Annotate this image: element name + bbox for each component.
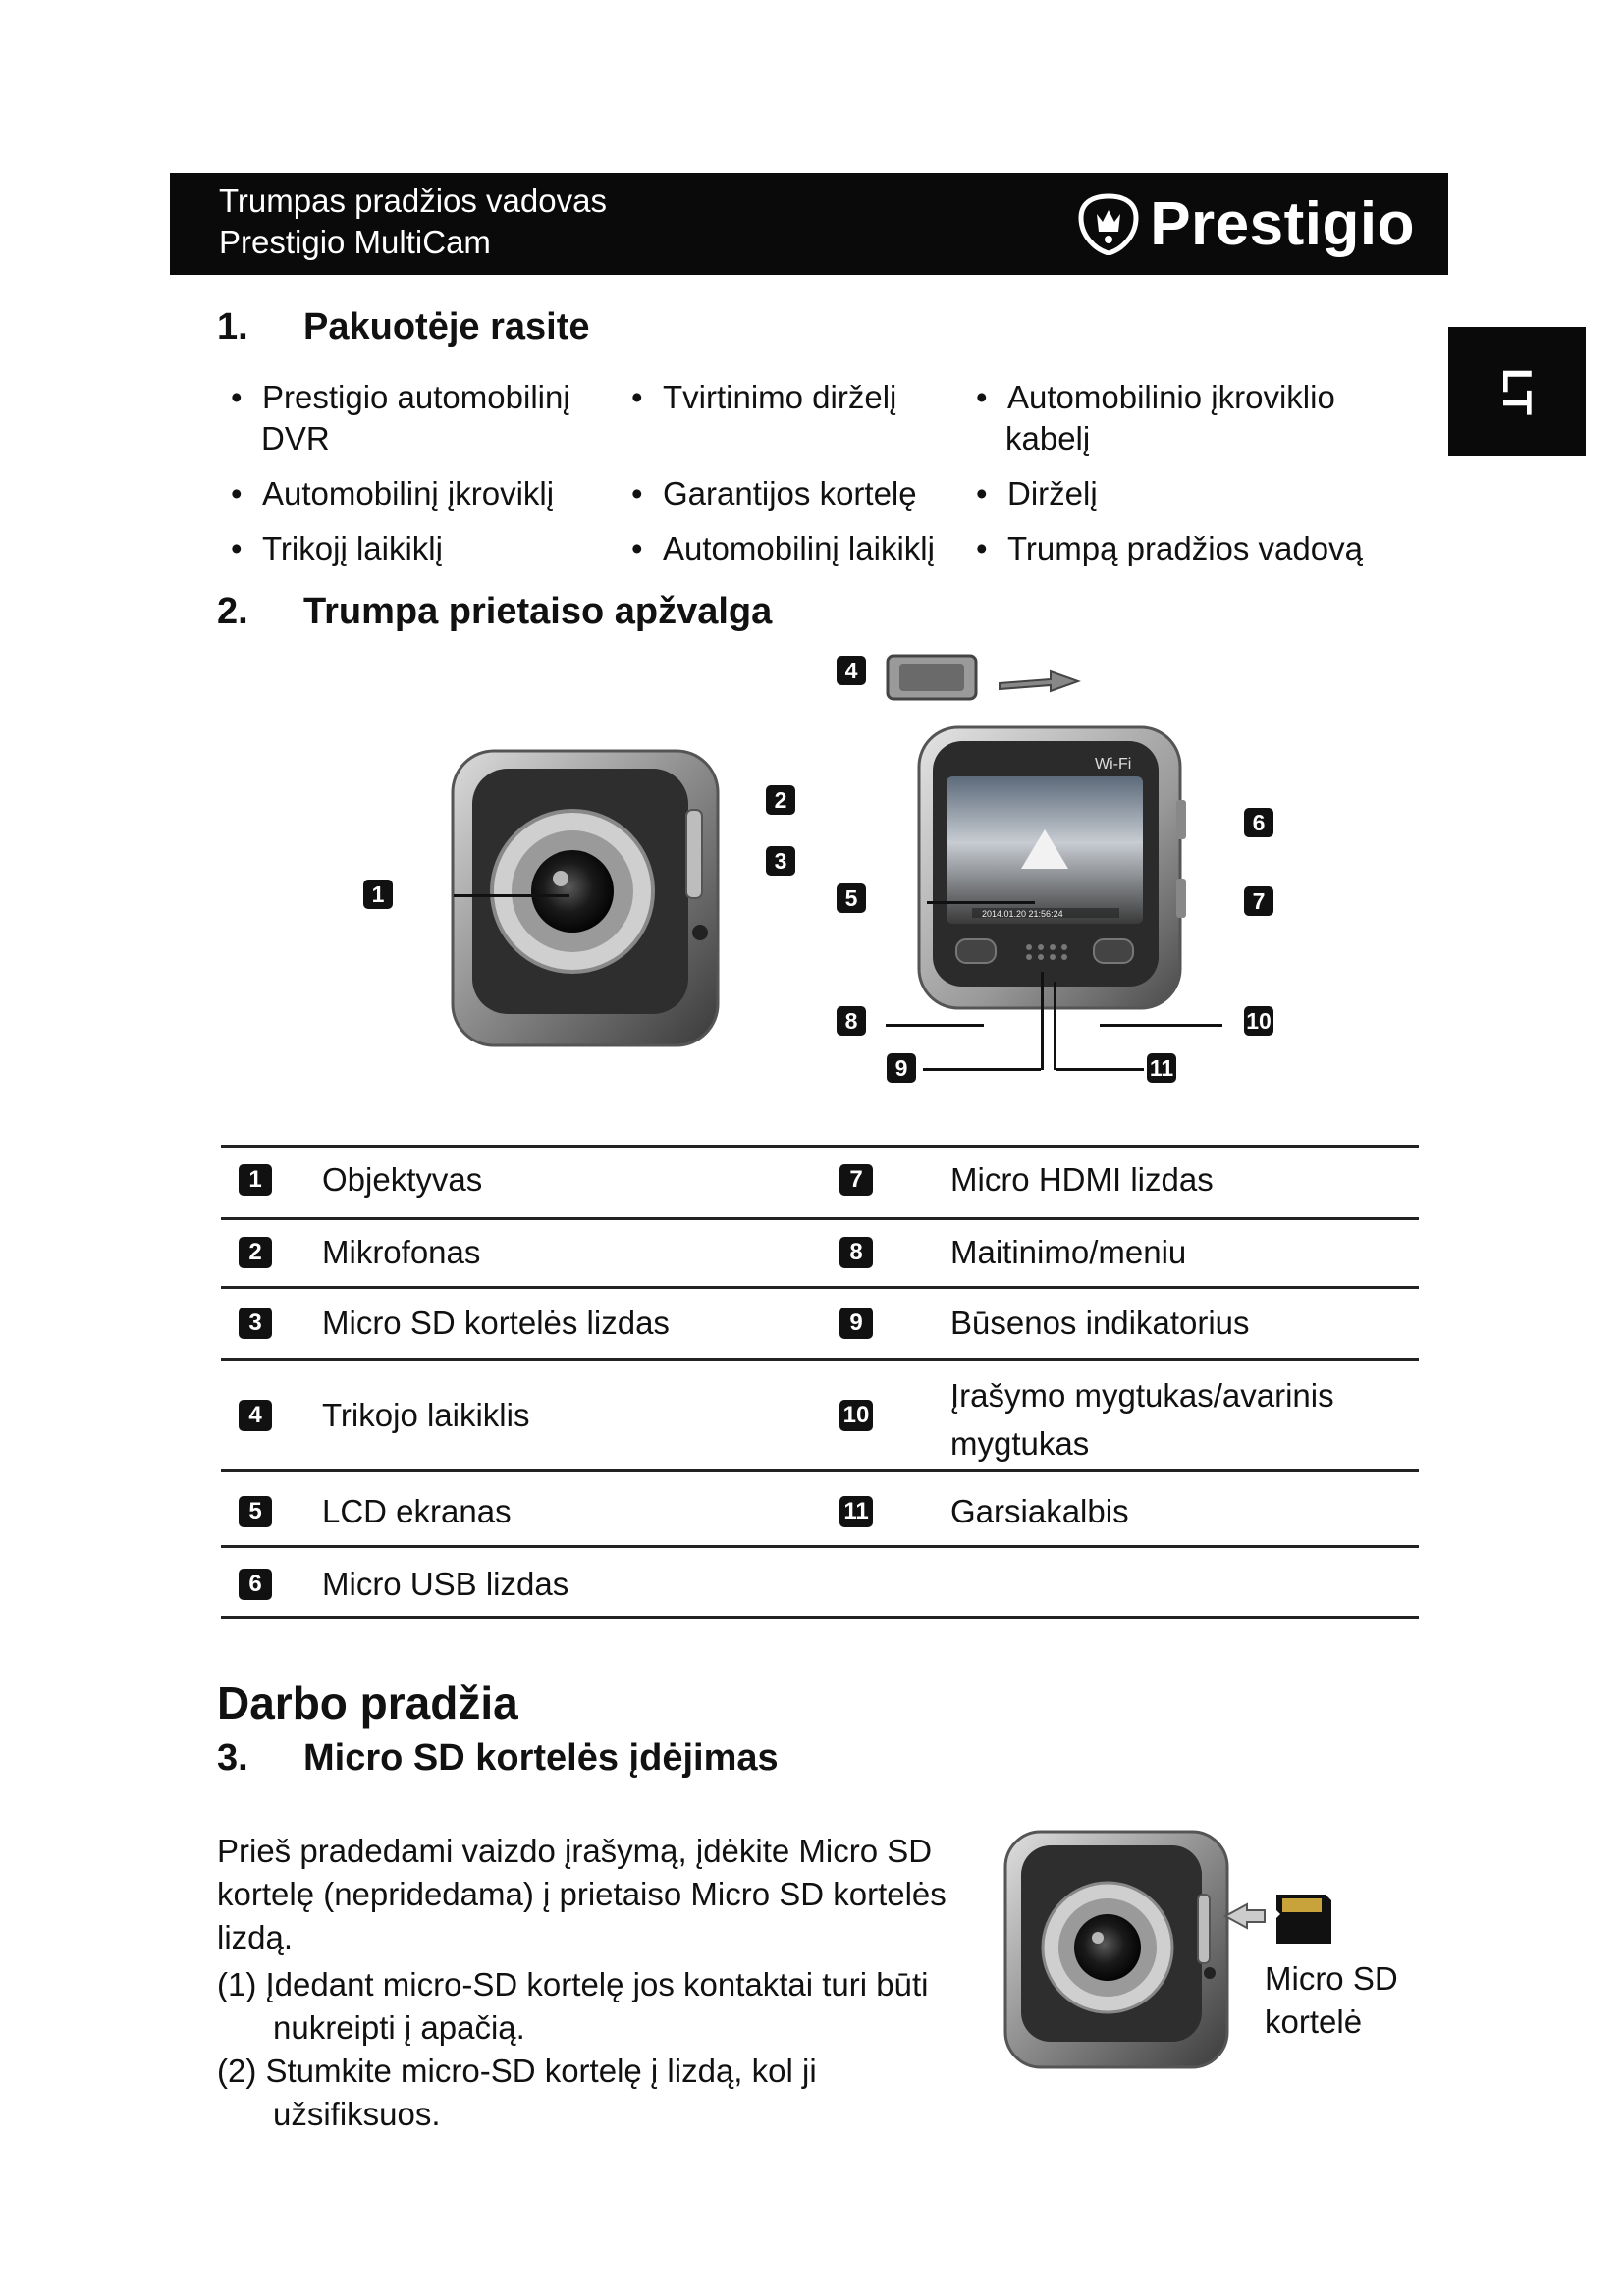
table-row-label: Micro SD kortelės lizdas [322,1305,670,1341]
callout-1: 1 [363,880,393,909]
section-1-heading [217,306,589,348]
list-item-text: Dirželį [1007,475,1098,511]
table-rule [221,1145,1419,1148]
table-row-label: Maitinimo/meniu [950,1234,1187,1270]
step-line-continuation: nukreipti į apačią. [273,2009,525,2046]
paragraph-line: Prieš pradedami vaizdo įrašymą, įdėkite Micro SD [217,1833,933,1869]
table-row-label: Micro HDMI lizdas [950,1161,1214,1198]
table-row-number: 7 [839,1164,873,1196]
table-rule [221,1286,1419,1289]
table-row-number: 3 [239,1308,272,1339]
section-2-title: Trumpa prietaiso apžvalga [303,591,773,632]
camera-rear-illustration [913,721,1198,1016]
header-bar [170,173,1448,275]
step-line: (2) Stumkite micro-SD kortelę į lizdą, kol ji [217,2053,817,2089]
sd-card-label: kortelė [1265,2003,1363,2040]
table-row-number: 5 [239,1496,272,1527]
step-line: (1) Įdedant micro-SD kortelę jos kontaktai turi būti [217,1966,929,2002]
section-1-title: Pakuotėje rasite [303,306,590,347]
callout-9: 9 [887,1053,916,1083]
prestigio-crest-icon [1077,192,1140,255]
section-2-heading [217,591,772,633]
list-item-text: Automobilinį įkroviklį [262,475,555,511]
list-item-text: Garantijos kortelę [663,475,917,511]
list-item-text: Prestigio automobilinį [262,379,570,415]
table-row-label: Įrašymo mygtukas/avarinis [950,1377,1334,1414]
logo-text: Prestigio [1150,189,1415,258]
callout-6: 6 [1244,808,1273,837]
table-row-label: Trikojo laikiklis [322,1397,530,1433]
callout-2: 2 [766,785,795,815]
table-row-label: Micro USB lizdas [322,1566,569,1602]
getting-started-heading: Darbo pradžia [217,1678,518,1729]
leader-line [1054,982,1056,1070]
table-row-label: Objektyvas [322,1161,483,1198]
leader-line [923,1068,1041,1071]
svg-text:Wi-Fi: Wi-Fi [1095,756,1132,773]
section-3-title: Micro SD kortelės įdėjimas [303,1737,779,1779]
table-row-number: 9 [839,1308,873,1339]
leader-line [1100,1024,1222,1027]
sd-card-label: Micro SD [1265,1960,1398,1997]
list-item-text: Trumpą pradžios vadovą [1007,530,1363,566]
callout-4: 4 [837,656,866,685]
section-3-number: 3. [217,1737,248,1779]
list-item-continuation: DVR [261,420,330,456]
table-row-label: Garsiakalbis [950,1493,1129,1529]
language-tab [1448,327,1586,456]
step-line-continuation: užsifiksuos. [273,2096,441,2132]
screen-timestamp: 2014.01.20 21:56:24 [982,909,1063,919]
header-title: Trumpas pradžios vadovas [219,183,607,219]
table-row-number: 1 [239,1164,272,1196]
leader-line [1056,1068,1144,1071]
table-row-number: 6 [239,1569,272,1600]
table-rule [221,1358,1419,1361]
callout-7: 7 [1244,886,1273,916]
list-item-continuation: kabelį [1005,420,1091,456]
camera-front-illustration [447,741,731,1055]
language-code: LT [1493,367,1541,416]
table-row-number: 2 [239,1237,272,1268]
tripod-mount-illustration [884,648,1090,707]
table-rule [221,1469,1419,1472]
callout-3: 3 [766,846,795,876]
table-row-number: 11 [839,1496,873,1527]
table-rule [221,1545,1419,1548]
table-row-number: 4 [239,1400,272,1431]
leader-line [454,894,569,897]
prestigio-logo [1077,189,1415,258]
callout-10: 10 [1244,1006,1273,1036]
section-2-number: 2. [217,591,248,632]
header-subtitle: Prestigio MultiCam [219,224,491,260]
paragraph-line: lizdą. [217,1919,294,1955]
callout-5: 5 [837,883,866,913]
callout-8: 8 [837,1006,866,1036]
paragraph-line: kortelę (nepridedama) į prietaiso Micro SD kortelės [217,1876,947,1912]
section-3-heading [217,1737,779,1780]
callout-11: 11 [1147,1053,1176,1083]
table-row-label: Mikrofonas [322,1234,481,1270]
list-item-text: Trikojį laikiklį [262,530,443,566]
table-row-label: Būsenos indikatorius [950,1305,1250,1341]
table-rule [221,1217,1419,1220]
table-row-number: 10 [839,1400,873,1431]
section-1-number: 1. [217,306,248,347]
leader-line [1041,972,1044,1070]
table-row-label: LCD ekranas [322,1493,512,1529]
leader-line [927,901,1035,904]
list-item-text: Automobilinio įkroviklio [1007,379,1335,415]
table-rule [221,1616,1419,1619]
table-row-label-continuation: mygtukas [950,1425,1090,1462]
list-item-text: Tvirtinimo dirželį [663,379,897,415]
list-item-text: Automobilinį laikiklį [663,530,935,566]
leader-line [886,1024,984,1027]
table-row-number: 8 [839,1237,873,1268]
